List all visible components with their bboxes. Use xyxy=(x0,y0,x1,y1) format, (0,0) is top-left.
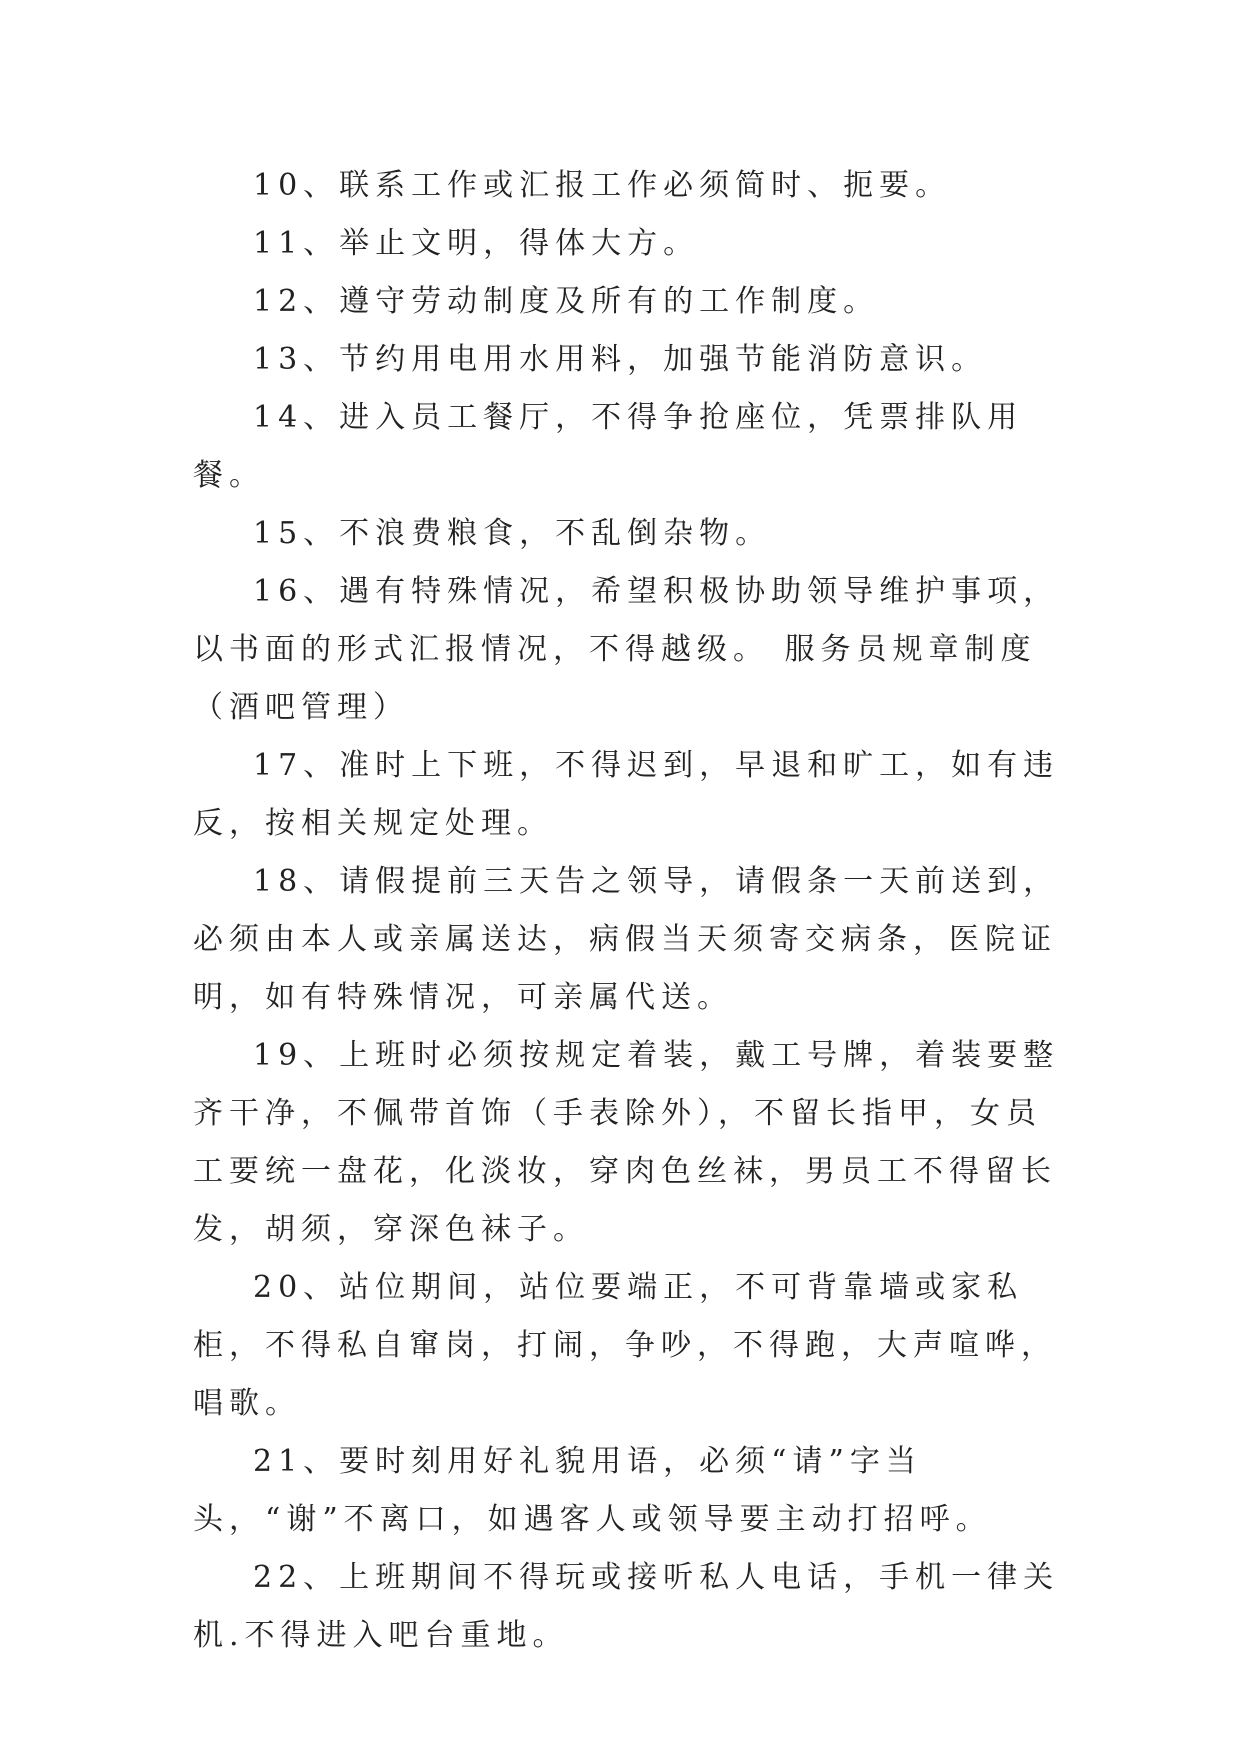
rule-paragraph-16: 16、遇有特殊情况，希望积极协助领导维护事项，以书面的形式汇报情况，不得越级。 服务员规章制度（酒吧管理） xyxy=(193,574,1060,725)
document-body xyxy=(193,157,1065,1665)
rule-paragraph-22: 22、上班期间不得玩或接听私人电话，手机一律关机.不得进入吧台重地。 xyxy=(193,1560,1060,1653)
rule-paragraph-14: 14、进入员工餐厅，不得争抢座位，凭票排队用餐。 xyxy=(193,400,1024,493)
rule-paragraph-12: 12、遵守劳动制度及所有的工作制度。 xyxy=(253,284,880,319)
rule-paragraph-13: 13、节约用电用水用料，加强节能消防意识。 xyxy=(253,342,988,377)
rule-paragraph-15: 15、不浪费粮食，不乱倒杂物。 xyxy=(253,516,772,551)
rule-paragraph-20: 20、站位期间，站位要端正，不可背靠墙或家私柜，不得私自窜岗，打闹，争吵，不得跑，大声喧哗，唱歌。 xyxy=(193,1270,1057,1421)
rule-paragraph-17: 17、准时上下班，不得迟到，早退和旷工，如有违反，按相关规定处理。 xyxy=(193,748,1060,841)
rule-paragraph-18: 18、请假提前三天告之领导，请假条一天前送到，必须由本人或亲属送达，病假当天须寄交病条，医院证明，如有特殊情况，可亲属代送。 xyxy=(193,864,1060,1015)
rule-paragraph-19: 19、上班时必须按规定着装，戴工号牌，着装要整齐干净，不佩带首饰（手表除外），不留长指甲，女员工要统一盘花，化淡妆，穿肉色丝袜，男员工不得留长发，胡须，穿深色袜子。 xyxy=(193,1038,1060,1247)
rule-paragraph-21: 21、要时刻用好礼貌用语，必须“请”字当头，“谢”不离口，如遇客人或领导要主动打招呼。 xyxy=(193,1444,992,1537)
rule-paragraph-10: 10、联系工作或汇报工作必须简时、扼要。 xyxy=(253,168,952,203)
rule-paragraph-11: 11、举止文明，得体大方。 xyxy=(253,226,700,261)
